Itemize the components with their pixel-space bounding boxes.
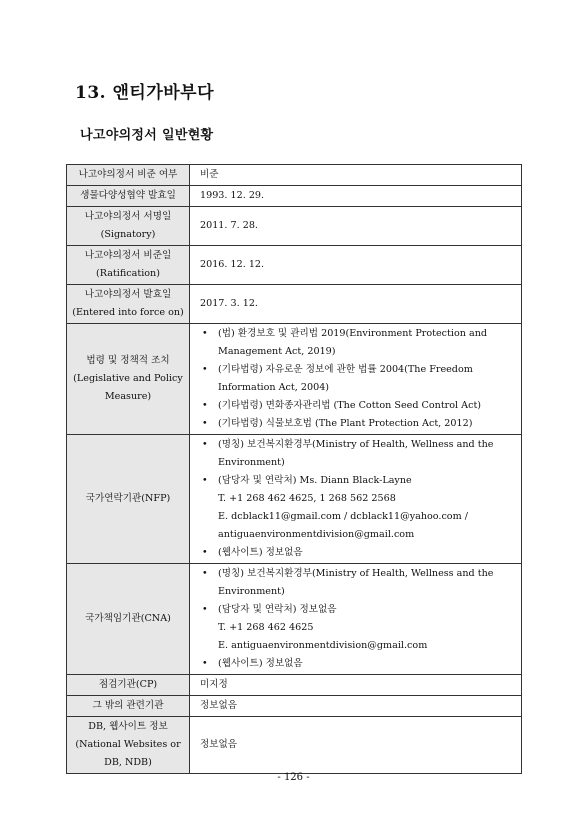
list-item [200,325,511,361]
row-label: 나고야의정서 비준 여부 [67,165,190,186]
item-text: • (웹사이트) 정보없음 [218,658,303,669]
item-text: • (명칭) 보건복지환경부(Ministry of Health, Wellness and the [218,568,494,579]
table-row [67,324,522,435]
list-item [200,397,511,415]
row-value: 정보없음 [190,717,522,774]
item-text: • (담당자 및 연락처) Ms. Diann Black-Layne [218,475,412,486]
cna-list [200,565,511,673]
nfp-list [200,436,511,562]
table-row [67,186,522,207]
row-value: 2017. 3. 12. [190,285,522,324]
label-ko: 나고야의정서 비준일 [84,250,172,261]
item-text: • (법) 환경보호 및 관리법 2019(Environment Protection and [218,328,488,339]
list-item [200,601,511,655]
item-text: Environment) [218,457,285,468]
general-status-table [66,164,522,774]
row-value: 1993. 12. 29. [190,186,522,207]
list-item [200,415,511,433]
item-text: • (명칭) 보건복지환경부(Ministry of Health, Wellness and the [218,439,494,450]
row-label: 생물다양성협약 발효일 [67,186,190,207]
list-item [200,655,511,673]
label-en: (Entered into force on) [72,307,184,318]
item-text: • (기타법령) 면화종자관리법 (The Cotton Seed Control Act) [218,400,482,411]
table-row [67,675,522,696]
row-value: 정보없음 [190,696,522,717]
row-label [67,285,190,324]
label-ko: 법령 및 정책적 조치 [86,355,170,366]
row-value: 비준 [190,165,522,186]
label-en: (Signatory) [100,229,156,240]
row-label [67,246,190,285]
phone-text: T. +1 268 462 4625, 1 268 562 2568 [218,493,396,504]
section-heading: 13. 앤티가바부다 [75,83,215,103]
row-label: 점검기관(CP) [67,675,190,696]
label-en: (Legislative and Policy [73,373,183,384]
item-text: Management Act, 2019) [218,346,336,357]
table-row [67,717,522,774]
item-text: • (기타법령) 자유로운 정보에 관한 법률 2004(The Freedom [218,364,473,375]
phone-text: T. +1 268 462 4625 [218,622,314,633]
row-value: 미지정 [190,675,522,696]
label-en: Measure) [104,391,152,402]
list-item [200,361,511,397]
row-value: 2016. 12. 12. [190,246,522,285]
row-label: 그 밖의 관련기관 [67,696,190,717]
row-value: 2011. 7. 28. [190,207,522,246]
email-text: E. antiguaenvironmentdivision@gmail.com [218,640,428,651]
item-text: Environment) [218,586,285,597]
row-value [190,564,522,675]
table-row [67,564,522,675]
row-value [190,324,522,435]
table-row [67,207,522,246]
legislation-list [200,325,511,433]
email-text: antiguaenvironmentdivision@gmail.com [218,529,415,540]
page-number: - 126 - [277,772,310,783]
list-item [200,472,511,544]
list-item [200,436,511,472]
label-ko: 나고야의정서 서명일 [84,211,172,222]
row-label [67,207,190,246]
section-subheading: 나고야의정서 일반현황 [80,128,214,143]
item-text: Information Act, 2004) [218,382,330,393]
item-text: • (기타법령) 식물보호법 (The Plant Protection Act, 2012) [218,418,473,429]
table-row [67,165,522,186]
label-ko: 나고야의정서 발효일 [84,289,172,300]
item-text: • (담당자 및 연락처) 정보없음 [218,604,337,615]
row-label [67,717,190,774]
row-value [190,435,522,564]
table-row [67,696,522,717]
table-row [67,285,522,324]
list-item [200,565,511,601]
label-ko: DB, 웹사이트 정보 [88,721,168,732]
list-item [200,544,511,562]
email-text: E. dcblack11@gmail.com / dcblack11@yahoo.com / [218,511,468,522]
row-label [67,324,190,435]
label-en: (Ratification) [96,268,160,279]
label-en: (National Websites or DB, NDB) [75,739,181,768]
table-row [67,246,522,285]
row-label: 국가책임기관(CNA) [67,564,190,675]
row-label: 국가연락기관(NFP) [67,435,190,564]
table-row [67,435,522,564]
item-text: • (웹사이트) 정보없음 [218,547,303,558]
